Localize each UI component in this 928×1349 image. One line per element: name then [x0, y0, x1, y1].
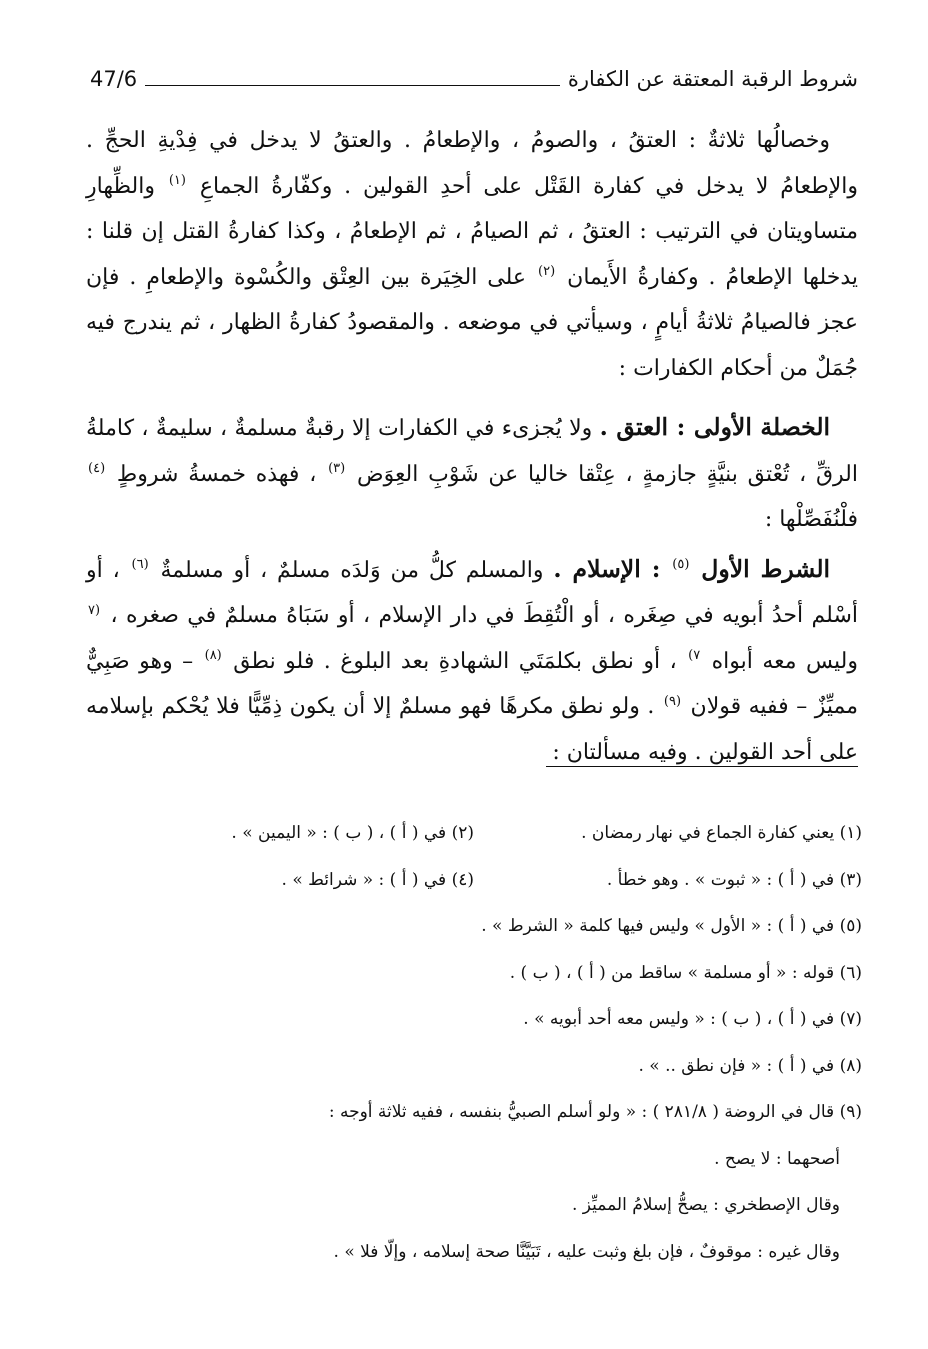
footnote-2: (٢) في ( أ ) ، ( ب ) : « اليمين » . — [231, 823, 474, 843]
footnote-1: (١) يعني كفارة الجماع في نهار رمضان . — [581, 823, 862, 843]
footnote-9-line-b: وقال الإصطخري : يصحُّ إسلامُ المميِّز . — [571, 1195, 840, 1215]
text-span: وخصالُها ثلاثةٌ : العتقُ ، والصومُ ، والإطعامُ . والعتقُ لا يدخل في فِدْيةِ الحجِّ . والإطعامُ لا يدخل في كفارة القَتْل على أحدِ القولين . وكفّارةُ الجماعِ — [86, 128, 858, 199]
header-rule — [145, 85, 560, 86]
footnote-row — [86, 818, 862, 848]
footnote-ref-6[interactable]: (٦) — [131, 557, 149, 573]
footnote-ref-8[interactable]: (٨) — [204, 648, 222, 664]
footnote-ref-1[interactable]: (١) — [168, 173, 186, 189]
footnote-ref-3[interactable]: (٣) — [328, 461, 346, 477]
text-span: ، أو أسْلم أحدُ أبويه في صِغَره ، أو الْتُقِطَ في دار الإسلام ، أو سَبَاهُ مسلمٌ في صغره ، — [86, 557, 858, 628]
footnote-separator — [546, 766, 858, 767]
footnote-ref-7-close[interactable]: ٧) — [688, 648, 701, 664]
footnote-6: (٦) قوله : « أو مسلمة » ساقط من ( أ ) ، ( ب ) . — [509, 962, 862, 983]
footnote-row — [86, 865, 862, 895]
footnote-ref-9[interactable]: (٩) — [663, 693, 682, 709]
main-text — [86, 118, 858, 789]
footnote-7: (٧) في ( أ ) ، ( ب ) : « وليس معه أحد أبويه » . — [523, 1009, 862, 1029]
footnote-9-line-c: وقال غيره : موقوفٌ ، فإن بلغ وثبت عليه ، تَبَيَّنَّا صحة إسلامه ، وإلّا فلا » . — [333, 1241, 840, 1262]
footnotes — [86, 818, 862, 1283]
text-span: على الخِيَرة بين العِتْق والكُسْوة والإطعامِ . فإن عجز فالصيامُ ثلاثةُ أيامٍ ، وسيأتي في موضعه . والمقصودُ كفارةُ الظهار ، ثم يندرج فيه جُمَلٌ من أحكام الكفارات : — [86, 264, 858, 381]
footnote-ref-5[interactable]: (٥) — [672, 557, 690, 573]
text-span: والظِّهارِ متساويتان في الترتيب : العتقُ ، ثم الصيامُ ، ثم الإطعامُ ، وكذا كفارةُ القتل إن قلنا : يدخلها الإطعامُ . وكفارةُ الأَيمان — [86, 173, 858, 290]
text-span: وليس معه أبواه — [711, 648, 858, 674]
text-span: – وهو صَبِيٌّ مميِّزٌ – ففيه قولان — [86, 648, 858, 719]
footnote-4: (٤) في ( أ ) : « شرائط » . — [281, 869, 474, 890]
footnote-5: (٥) في ( أ ) : « الأول » وليس فيها كلمة « الشرط » . — [481, 916, 862, 936]
paragraph-first-condition — [86, 547, 858, 776]
text-span: فلْنُفَصِّلْها : — [764, 507, 858, 532]
footnote-ref-7-open[interactable]: (٧ — [88, 602, 101, 618]
condition-heading: الشرط الأول — [701, 554, 831, 583]
text-span: ولا يُجزىء في الكفارات إلا رقبةٌ مسلمةٌ ، سليمةٌ ، كاملةُ الرقِّ ، تُعْتق بنيَّةٍ جازمةٍ ، عِتْقا خاليا عن شَوْبِ العِوَض — [86, 416, 858, 487]
footnote-9: (٩) قال في الروضة ( ٢٨١/٨ ) : « ولو أسلم الصبيُّ بنفسه ، ففيه ثلاثة أوجه : — [328, 1102, 862, 1122]
section-heading: الخصلة الأولى : العتق . — [599, 413, 831, 441]
paragraph-intro — [86, 118, 858, 391]
header-title: شروط الرقبة المعتقة عن الكفارة — [567, 66, 858, 91]
footnote-8: (٨) في ( أ ) : « فإن نطق .. » . — [638, 1055, 862, 1076]
paragraph-first-trait — [86, 405, 858, 543]
running-header — [90, 58, 858, 92]
footnote-9-line-a: أصحهما : لا يصح . — [714, 1148, 840, 1169]
footnote-3: (٣) في ( أ ) : « ثبوت » . وهو خطأ . — [606, 869, 862, 890]
footnote-ref-4[interactable]: (٤) — [88, 461, 106, 477]
text-span: ، أو نطق بكلمَتَي الشهادةِ بعد البلوغ . فلو نطق — [233, 648, 677, 674]
condition-heading-title: : الإسلام . — [553, 554, 661, 583]
text-span: ، فهذه خمسةُ شروطٍ — [116, 461, 317, 487]
text-span: . ولو نطق مكرهًا فهو مسلمٌ إلا أن يكون ذِمِّيًّا فلا يُحْكم بإسلامه على أحد القولين . وفيه مسألتان : — [86, 694, 858, 765]
page-number: 47/6 — [90, 66, 138, 91]
footnote-ref-2[interactable]: (٢) — [538, 264, 556, 280]
text-span: والمسلم كلُّ من وَلدَه مسلمٌ ، أو مسلمةٌ — [160, 557, 544, 583]
